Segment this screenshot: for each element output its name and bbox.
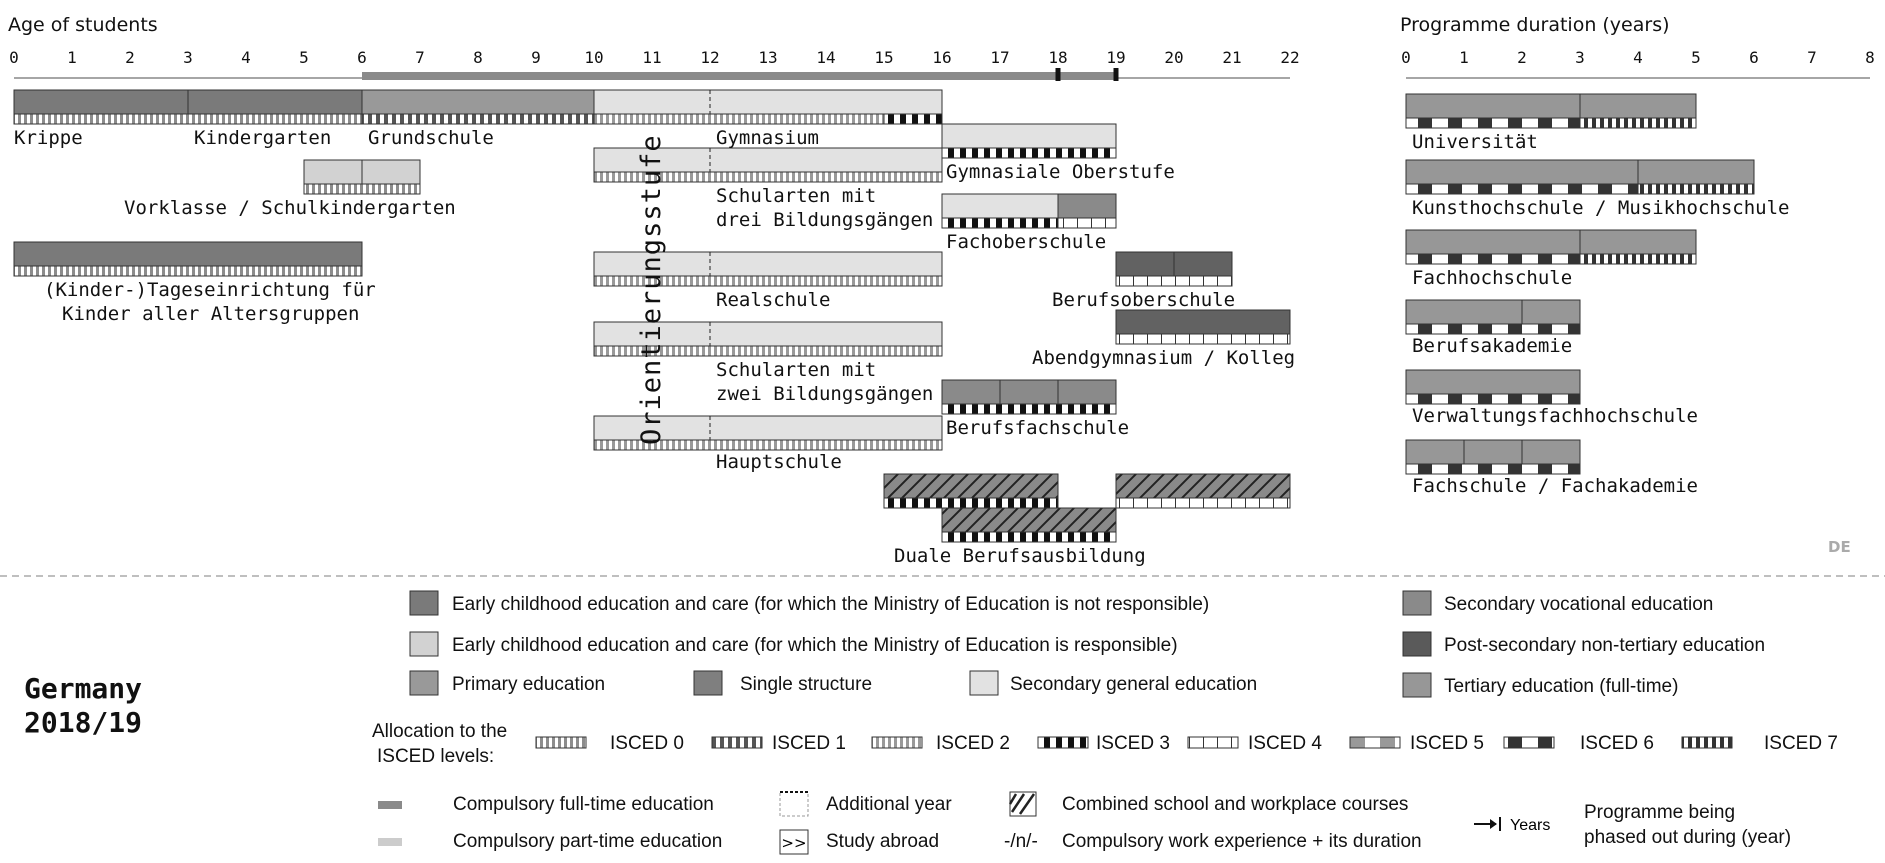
age-tick-14: 14	[816, 48, 836, 67]
legend-isced1-swatch	[712, 737, 762, 748]
isced-strip	[1638, 184, 1754, 194]
bar-fachhochschule	[1406, 230, 1696, 254]
age-tick-5: 5	[299, 48, 309, 67]
legend-isced5: ISCED 5	[1410, 733, 1484, 754]
label-hauptschule: Hauptschule	[716, 451, 842, 473]
age-tick-17: 17	[990, 48, 1010, 67]
age-ticks	[9, 48, 1299, 67]
country-year: 2018/19	[24, 706, 143, 739]
label-berufsfachschule: Berufsfachschule	[946, 417, 1130, 439]
age-tick-20: 20	[1164, 48, 1184, 67]
isced-strip	[362, 114, 594, 124]
tertiary-programmes	[1406, 94, 1790, 497]
bar-tageseinrichtung	[14, 242, 362, 266]
isced-strip	[942, 148, 1116, 158]
age-tick-0: 0	[9, 48, 19, 67]
label-berufsoberschule: Berufsoberschule	[1052, 289, 1236, 311]
label-kunsthochschule: Kunsthochschule / Musikhochschule	[1412, 197, 1790, 219]
duration-tick-3: 3	[1575, 48, 1585, 67]
legend-isced0-swatch	[536, 737, 586, 748]
isced-strip	[1406, 254, 1580, 264]
legend-phased-arrowhead	[1490, 819, 1497, 829]
legend-secondary-vocational: Secondary vocational education	[1444, 594, 1714, 615]
legend-tertiary: Tertiary education (full-time)	[1444, 676, 1679, 697]
duration-tick-8: 8	[1865, 48, 1875, 67]
isced-strip	[1406, 118, 1580, 128]
age-tick-6: 6	[357, 48, 367, 67]
label-universitat: Universität	[1412, 131, 1538, 153]
isced-strip	[304, 184, 420, 194]
duration-tick-2: 2	[1517, 48, 1527, 67]
label-fachoberschule: Fachoberschule	[946, 231, 1107, 253]
legend-compulsory-part-swatch	[378, 838, 402, 846]
label-duale-berufsausbildung: Duale Berufsausbildung	[894, 545, 1146, 567]
legend-isced2-swatch	[872, 737, 922, 748]
duration-tick-7: 7	[1807, 48, 1817, 67]
compulsory-full-time-bar	[362, 68, 1119, 81]
label-schularten-drei-2: drei Bildungsgängen	[716, 209, 934, 231]
legend-compulsory-full-swatch	[378, 801, 402, 809]
isced-strip	[1406, 464, 1580, 474]
legend-primary: Primary education	[452, 674, 606, 695]
bar-duale-3	[1116, 474, 1290, 498]
bar-fachoberschule-vocational	[1058, 194, 1116, 218]
label-schularten-zwei-2: zwei Bildungsgängen	[716, 383, 934, 405]
label-abendgymnasium: Abendgymnasium / Kolleg	[1032, 347, 1296, 369]
duration-tick-5: 5	[1691, 48, 1701, 67]
legend-swatch-ecec-ministry	[410, 632, 438, 656]
bar-duale-2	[942, 508, 1116, 532]
label-verwaltungsfachhochschule: Verwaltungsfachhochschule	[1412, 405, 1698, 427]
bar-gymnasiale-oberstufe	[942, 124, 1116, 148]
age-tick-11: 11	[642, 48, 662, 67]
label-fachschule: Fachschule / Fachakademie	[1412, 475, 1698, 497]
age-tick-19: 19	[1106, 48, 1126, 67]
legend-additional-year-swatch	[780, 792, 808, 816]
legend-single-structure: Single structure	[740, 674, 873, 695]
legend-phased-out-2: phased out during (year)	[1584, 827, 1792, 848]
age-tick-4: 4	[241, 48, 251, 67]
isced-strip	[942, 218, 1058, 228]
age-tick-22: 22	[1280, 48, 1300, 67]
legend-swatch-single-structure	[694, 671, 722, 695]
isced-strip	[1406, 324, 1580, 334]
age-tick-1: 1	[67, 48, 77, 67]
bar-fachschule	[1406, 440, 1580, 464]
label-grundschule: Grundschule	[368, 127, 494, 149]
legend-isced0: ISCED 0	[610, 733, 684, 754]
age-tick-2: 2	[125, 48, 135, 67]
bar-verwaltungsfachhochschule	[1406, 370, 1580, 394]
legend-swatch-post-secondary	[1403, 632, 1431, 656]
age-tick-21: 21	[1222, 48, 1242, 67]
age-tick-10: 10	[584, 48, 604, 67]
label-gymnasium: Gymnasium	[716, 127, 819, 149]
isced-strip	[942, 404, 1116, 414]
bar-gymnasium	[594, 90, 942, 114]
age-tick-16: 16	[932, 48, 952, 67]
bar-grundschule	[362, 90, 594, 114]
age-tick-15: 15	[874, 48, 894, 67]
legend-ecec-ministry: Early childhood education and care (for which the Ministry of Education is responsible)	[452, 635, 1178, 656]
age-tick-3: 3	[183, 48, 193, 67]
bar-berufsakademie	[1406, 300, 1580, 324]
legend-isced3: ISCED 3	[1096, 733, 1170, 754]
legend-isced-title-1: Allocation to the	[372, 721, 508, 742]
isced-strip	[1580, 254, 1696, 264]
bar-berufsfachschule	[942, 380, 1116, 404]
duration-tick-4: 4	[1633, 48, 1643, 67]
bar-duale-1	[884, 474, 1058, 498]
label-realschule: Realschule	[716, 289, 831, 311]
age-tick-18: 18	[1048, 48, 1068, 67]
legend-compulsory-full: Compulsory full-time education	[453, 794, 714, 815]
duration-tick-0: 0	[1401, 48, 1411, 67]
legend-isced3-swatch	[1038, 737, 1088, 748]
age-tick-13: 13	[758, 48, 778, 67]
isced-strip	[1116, 334, 1290, 344]
label-schularten-drei-1: Schularten mit	[716, 185, 877, 207]
country-code: DE	[1828, 538, 1851, 556]
label-gymnasiale-oberstufe: Gymnasiale Oberstufe	[946, 161, 1175, 183]
isced-strip	[1058, 218, 1116, 228]
legend-phased-out-1: Programme being	[1584, 802, 1736, 823]
legend-swatch-primary	[410, 671, 438, 695]
age-axis-title: Age of students	[8, 14, 158, 36]
isced-strip	[1116, 276, 1232, 286]
label-krippe: Krippe	[14, 127, 83, 149]
label-fachhochschule: Fachhochschule	[1412, 267, 1573, 289]
legend-ecec-not-ministry: Early childhood education and care (for which the Ministry of Education is not responsible)	[452, 594, 1210, 615]
legend-swatch-tertiary	[1403, 673, 1431, 697]
legend-swatch-secondary-vocational	[1403, 591, 1431, 615]
legend-work-experience: Compulsory work experience + its duration	[1062, 831, 1422, 852]
bar-universitat	[1406, 94, 1696, 118]
bar-abendgymnasium	[1116, 310, 1290, 334]
legend-isced4: ISCED 4	[1248, 733, 1322, 754]
legend-isced6: ISCED 6	[1580, 733, 1654, 754]
isced-strip	[884, 498, 1058, 508]
legend-isced-title-2: ISCED levels:	[377, 746, 495, 767]
legend-secondary-general: Secondary general education	[1010, 674, 1258, 695]
label-tageseinrichtung-1: (Kinder-)Tageseinrichtung für	[44, 279, 376, 301]
age-tick-7: 7	[415, 48, 425, 67]
orientierungsstufe-label: Orientierungsstufe	[636, 134, 667, 445]
legend-work-experience-symbol: -/n/-	[1004, 831, 1038, 852]
legend-study-abroad: Study abroad	[826, 831, 940, 852]
bar-fachoberschule	[942, 194, 1058, 218]
isced-strip	[14, 266, 362, 276]
label-vorklasse: Vorklasse / Schulkindergarten	[124, 197, 456, 219]
label-schularten-zwei-1: Schularten mit	[716, 359, 877, 381]
isced-strip	[884, 114, 942, 124]
legend-swatch-ecec-not-ministry	[410, 591, 438, 615]
age-marker-18	[1056, 68, 1061, 81]
compulsory-bar	[362, 72, 1116, 80]
legend-isced1: ISCED 1	[772, 733, 846, 754]
isced-strip	[594, 114, 884, 124]
legend-years-symbol: Years	[1510, 817, 1551, 834]
duration-ticks	[1401, 48, 1875, 67]
isced-strip	[1580, 118, 1696, 128]
legend-additional-year: Additional year	[826, 794, 952, 815]
age-marker-19	[1114, 68, 1119, 81]
duration-tick-1: 1	[1459, 48, 1469, 67]
isced-strip	[14, 114, 362, 124]
age-tick-12: 12	[700, 48, 720, 67]
age-tick-9: 9	[531, 48, 541, 67]
legend-swatch-secondary-general	[970, 671, 998, 695]
age-tick-8: 8	[473, 48, 483, 67]
isced-strip	[1406, 394, 1580, 404]
legend-isced4-swatch	[1188, 737, 1238, 748]
legend-isced7: ISCED 7	[1764, 733, 1838, 754]
duration-tick-6: 6	[1749, 48, 1759, 67]
label-tageseinrichtung-2: Kinder aller Altersgruppen	[62, 303, 360, 325]
legend	[24, 591, 1838, 854]
bar-kunsthochschule	[1406, 160, 1754, 184]
label-kindergarten: Kindergarten	[194, 127, 332, 149]
legend-compulsory-part: Compulsory part-time education	[453, 831, 723, 852]
isced-strip	[1116, 498, 1290, 508]
isced-strip	[1406, 184, 1638, 194]
legend-isced6-swatch	[1504, 737, 1554, 748]
legend-post-secondary: Post-secondary non-tertiary education	[1444, 635, 1766, 656]
label-berufsakademie: Berufsakademie	[1412, 335, 1573, 357]
legend-combined: Combined school and workplace courses	[1062, 794, 1409, 815]
legend-isced2: ISCED 2	[936, 733, 1010, 754]
country-name: Germany	[24, 672, 143, 705]
duration-axis-title: Programme duration (years)	[1400, 14, 1670, 36]
legend-isced7-swatch	[1682, 737, 1732, 748]
isced-strip	[942, 532, 1116, 542]
legend-isced5-swatch	[1350, 737, 1400, 748]
legend-study-abroad-symbol: >>	[781, 834, 807, 852]
